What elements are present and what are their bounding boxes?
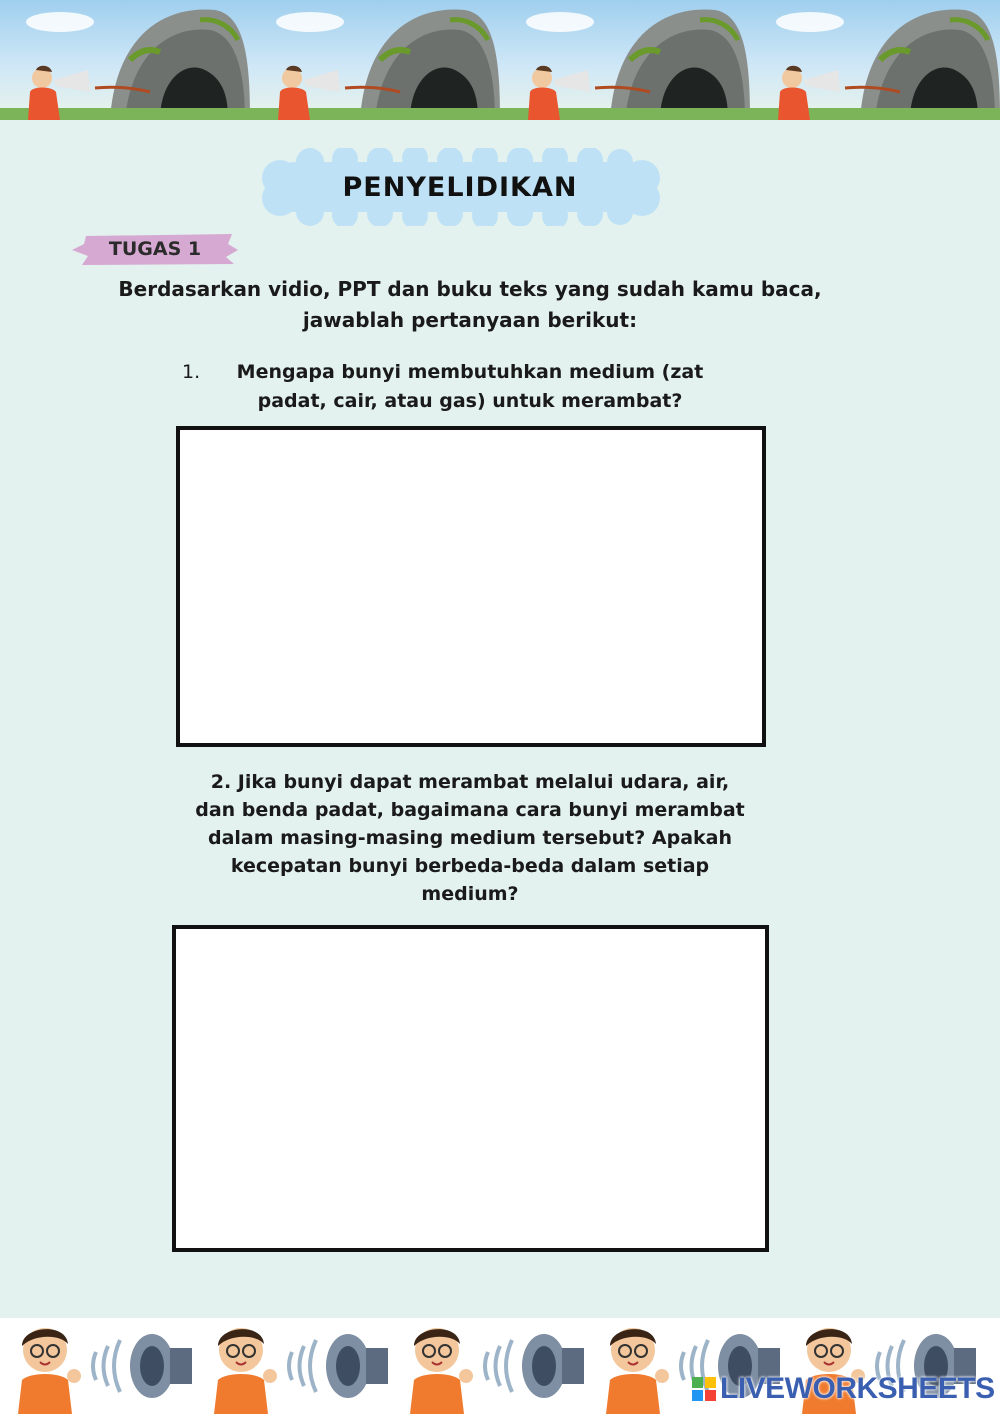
answer-box-1[interactable] [176, 426, 766, 747]
page-title: PENYELIDIKAN [342, 171, 578, 203]
task-badge [72, 230, 238, 268]
task-label: TUGAS 1 [108, 238, 202, 260]
question-number: 1. [182, 361, 201, 383]
kid-speaker-illustration [196, 1318, 392, 1414]
cave-shout-illustration [0, 0, 250, 120]
top-banner [0, 0, 1000, 120]
kid-speaker-illustration [392, 1318, 588, 1414]
cave-shout-illustration [500, 0, 750, 120]
liveworksheets-logo-icon [692, 1377, 716, 1401]
instruction-text: Berdasarkan vidio, PPT dan buku teks yang sudah kamu baca, jawablah pertanyaan berikut: [118, 277, 822, 332]
answer-box-2[interactable] [172, 925, 769, 1252]
question-1-text: Mengapa bunyi membutuhkan medium (zat padat, cair, atau gas) untuk merambat? [236, 361, 704, 412]
watermark-text: LIVEWORKSHEETS [720, 1372, 995, 1405]
title-cloud [250, 148, 670, 226]
question-2-text: 2. Jika bunyi dapat merambat melalui udara, air, dan benda padat, bagaimana cara bunyi merambat dalam masing-masing medium tersebut? Apakah kecepatan bunyi berbeda-beda dalam setiap medium? [195, 771, 745, 905]
kid-speaker-illustration [0, 1318, 196, 1414]
cave-shout-illustration [250, 0, 500, 120]
cave-shout-illustration [750, 0, 1000, 120]
question-1 [180, 358, 760, 416]
liveworksheets-watermark [692, 1372, 995, 1406]
